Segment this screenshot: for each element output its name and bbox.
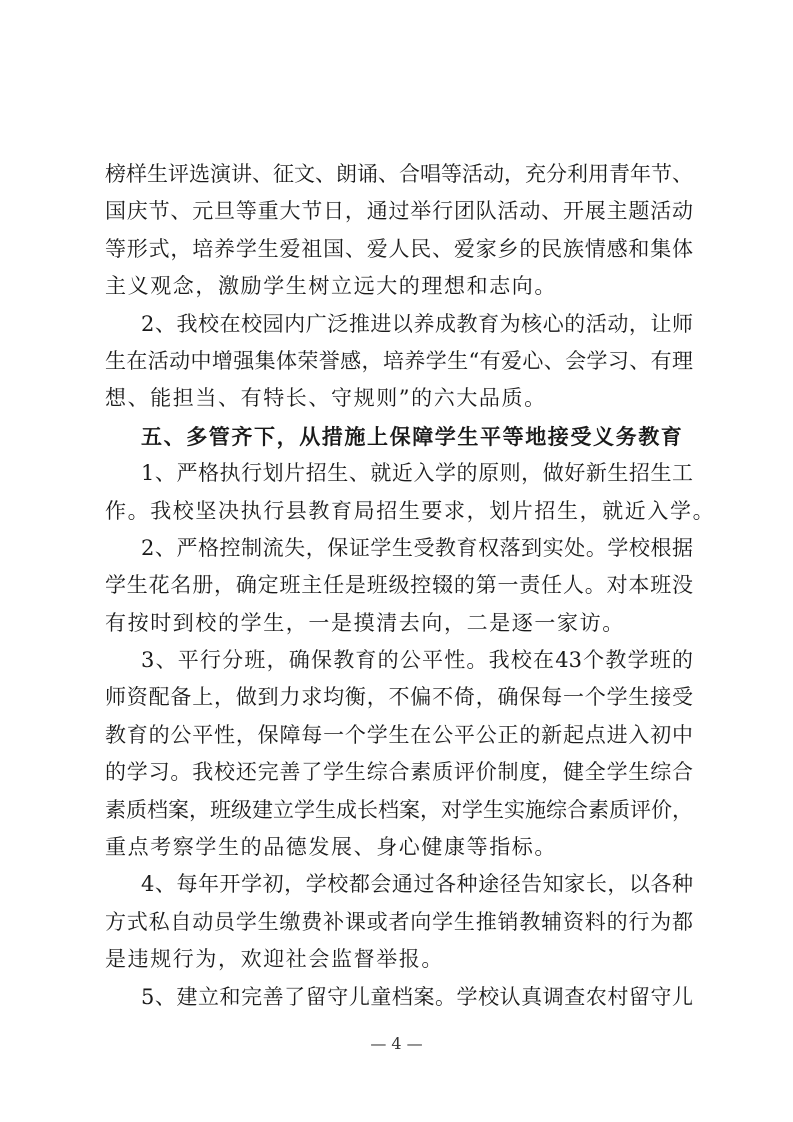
text-line: 方式私自动员学生缴费补课或者向学生推销教辅资料的行为都 [105, 909, 693, 934]
text-line: 想、能担当、有特长、守规则”的六大品质。 [105, 386, 547, 411]
text-line: 5、建立和完善了留守儿童档案。学校认真调查农村留守儿 [141, 984, 693, 1009]
text-line: 国庆节、元旦等重大节日，通过举行团队活动、开展主题活动 [105, 199, 693, 224]
text-line: 教育的公平性，保障每一个学生在公平公正的新起点进入初中 [105, 722, 693, 747]
text-line: 师资配备上，做到力求均衡，不偏不倚，确保每一个学生接受 [105, 685, 693, 710]
paragraph [105, 530, 693, 642]
text-line: 2、严格控制流失，保证学生受教育权落到实处。学校根据 [141, 535, 693, 560]
text-line: 重点考察学生的品德发展、身心健康等指标。 [105, 835, 557, 860]
section-heading [105, 418, 693, 455]
text-line: 的学习。我校还完善了学生综合素质评价制度，健全学生综合 [105, 760, 693, 785]
text-line: 作。我校坚决执行县教育局招生要求，划片招生，就近入学。 [105, 498, 716, 523]
text-line: 素质档案，班级建立学生成长档案，对学生实施综合素质评价， [105, 797, 693, 822]
text-line: 生在活动中增强集体荣誉感，培养学生“有爱心、会学习、有理 [105, 348, 693, 373]
paragraph [105, 306, 693, 418]
text-line: 榜样生评选演讲、征文、朗诵、合唱等活动，充分利用青年节、 [105, 162, 693, 186]
text-line: 学生花名册，确定班主任是班级控辍的第一责任人。对本班没 [105, 573, 693, 598]
text-line: 主义观念，激励学生树立远大的理想和志向。 [105, 274, 557, 299]
text-line: 4、每年开学初，学校都会通过各种途径告知家长，以各种 [141, 872, 693, 897]
text-line: 2、我校在校园内广泛推进以养成教育为核心的活动，让师 [141, 311, 693, 336]
text-line: 3、平行分班，确保教育的公平性。我校在43个教学班的 [141, 648, 693, 673]
paragraph [105, 866, 693, 978]
text-line: 1、严格执行划片招生、就近入学的原则，做好新生招生工 [141, 461, 693, 486]
paragraph [105, 455, 716, 530]
text-line: 五、多管齐下，从措施上保障学生平等地接受义务教育 [141, 423, 684, 449]
paragraph [105, 979, 693, 1016]
page-number: — 4 — [370, 1034, 423, 1053]
paragraph [105, 642, 693, 866]
text-line: 等形式，培养学生爱祖国、爱人民、爱家乡的民族情感和集体 [105, 236, 693, 261]
document-body [105, 156, 716, 1016]
paragraph [105, 156, 693, 306]
text-line: 有按时到校的学生，一是摸清去向，二是逐一家访。 [105, 610, 625, 635]
text-line: 是违规行为，欢迎社会监督举报。 [105, 947, 444, 972]
